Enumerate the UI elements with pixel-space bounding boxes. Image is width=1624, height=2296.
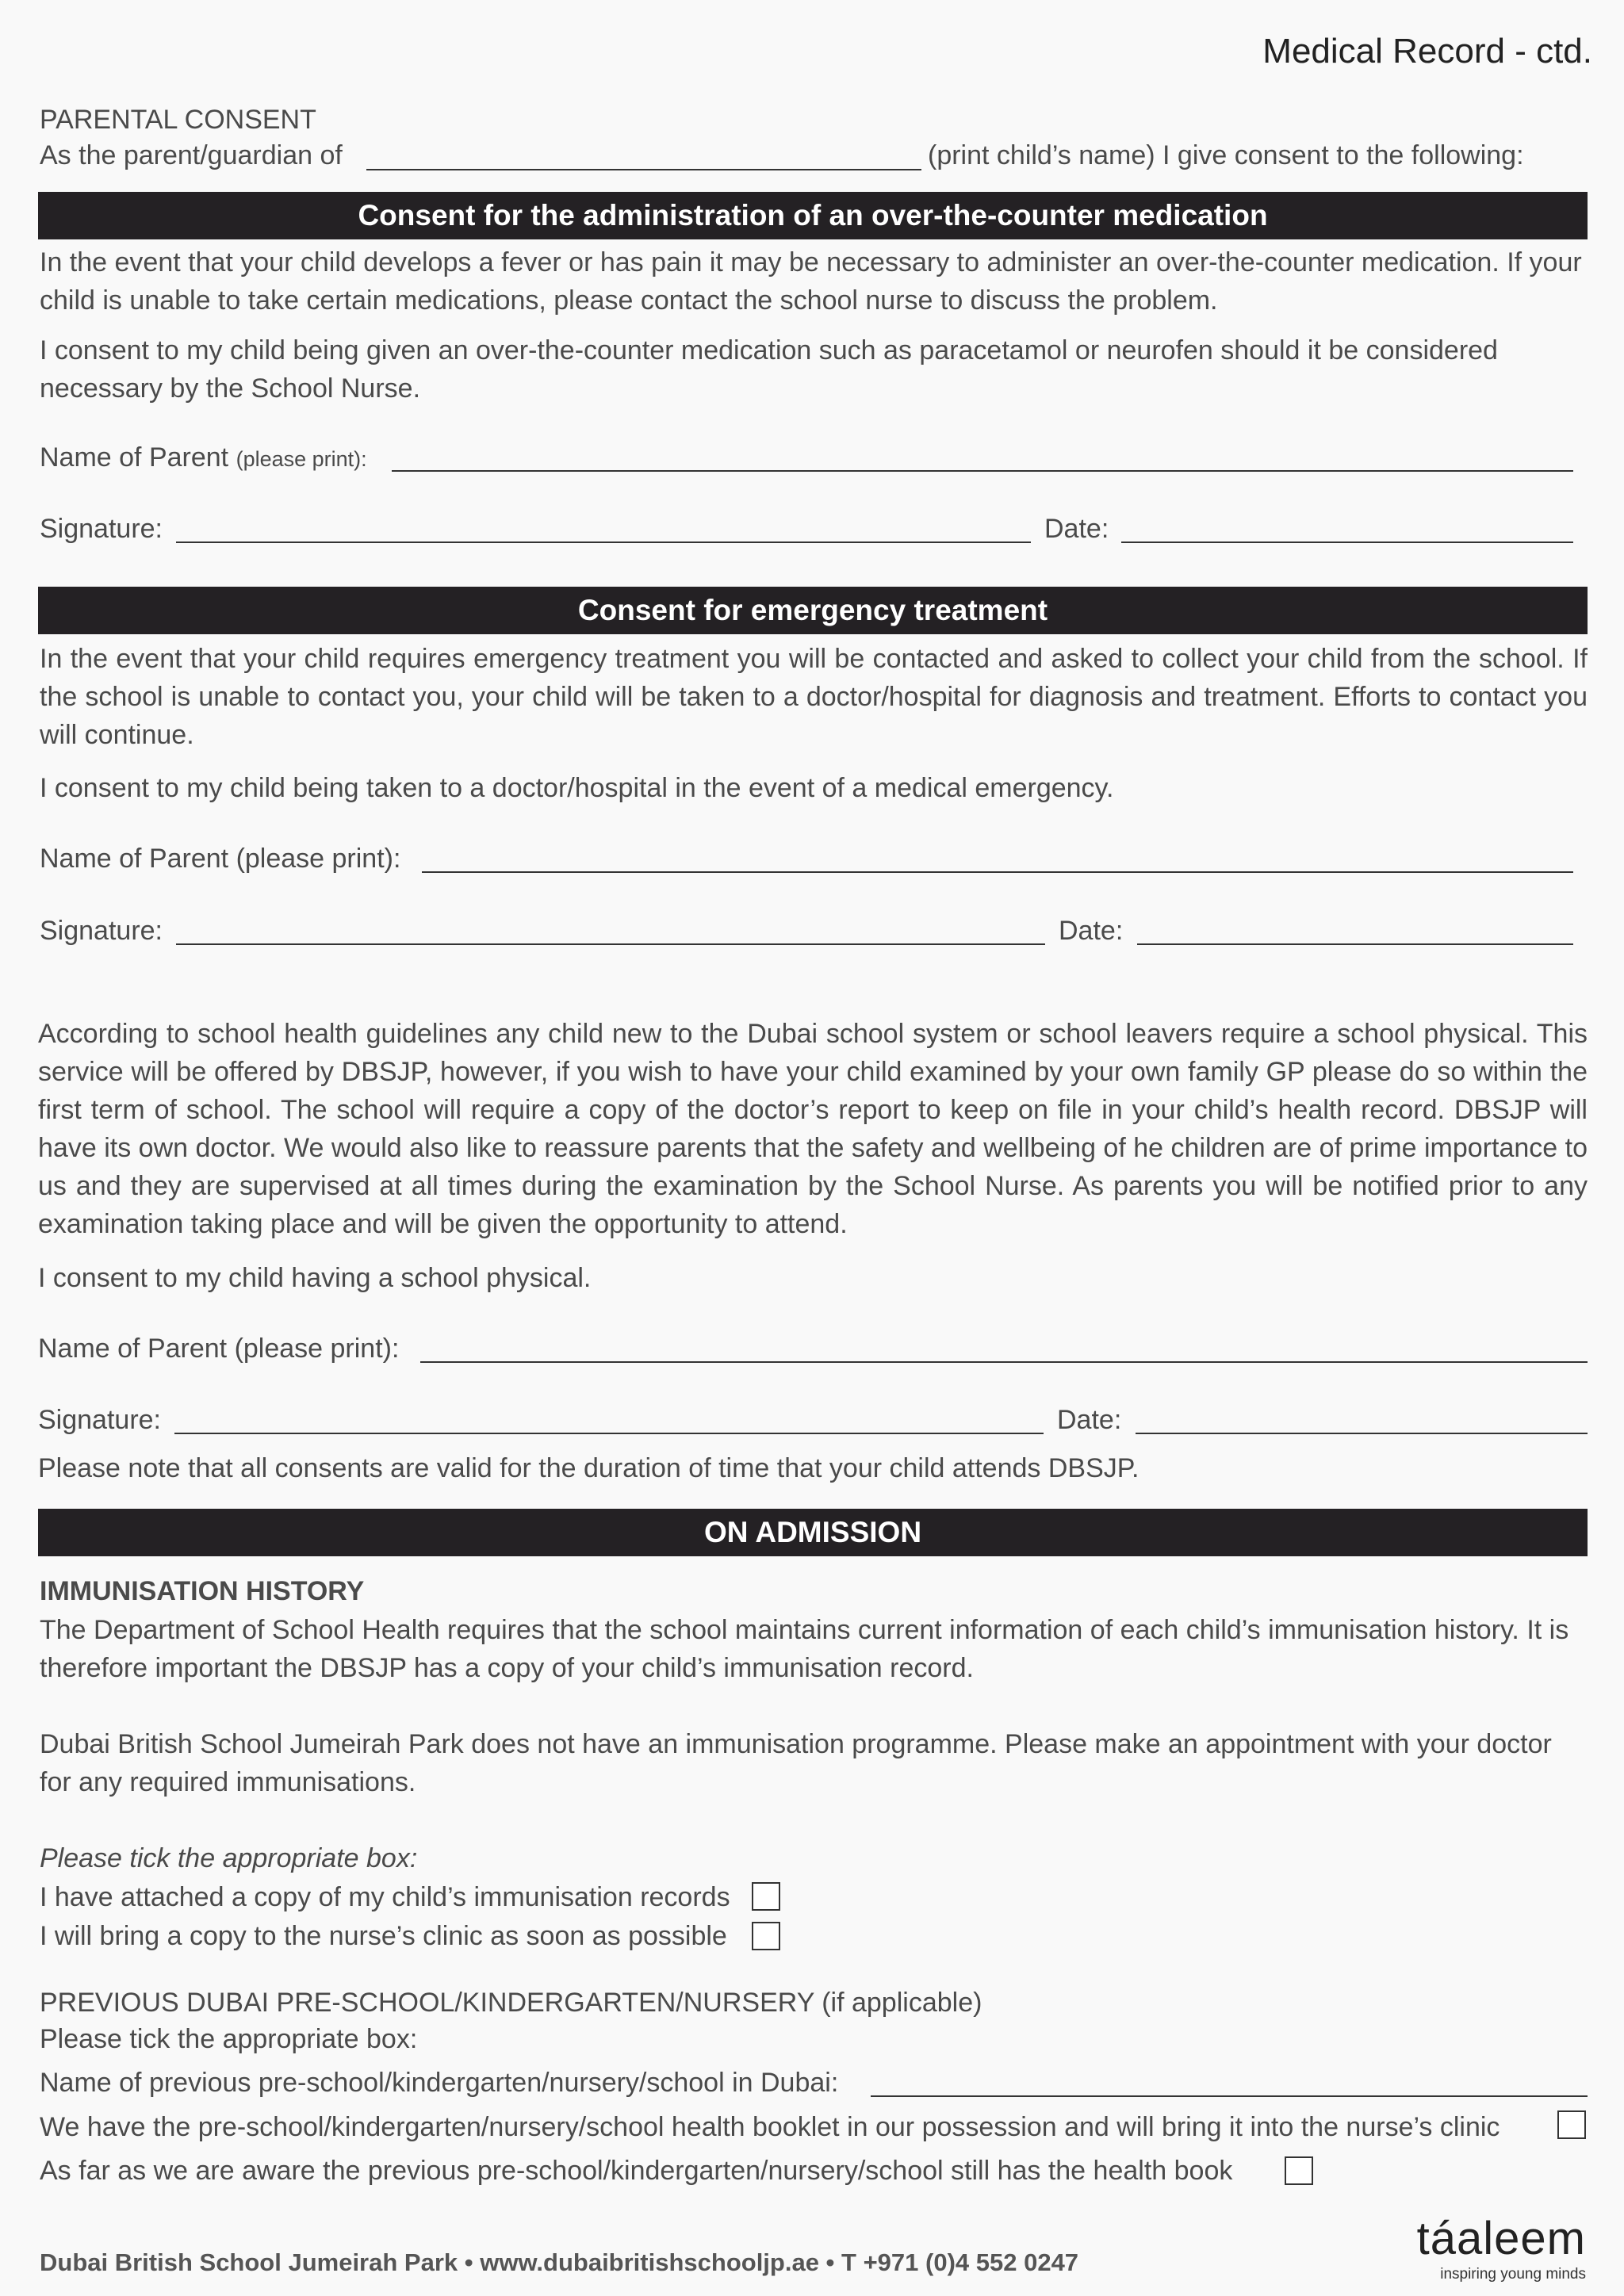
immunisation-heading: IMMUNISATION HISTORY <box>40 1576 365 1606</box>
physical-parent-name-field[interactable] <box>420 1361 1588 1363</box>
child-name-field[interactable] <box>366 169 921 170</box>
otc-signature-field[interactable] <box>176 541 1031 543</box>
previous-school-has-book-checkbox[interactable] <box>1285 2156 1313 2185</box>
physical-paragraph-2: I consent to my child having a school physical. <box>38 1263 592 1293</box>
emergency-parent-name-field[interactable] <box>422 871 1573 873</box>
emergency-signature-field[interactable] <box>176 943 1045 945</box>
immunisation-paragraph-1: The Department of School Health requires that the school maintains current information of each child’s immunisation history. It is therefore important the DBSJP has a copy of your child’s immunisation record. <box>40 1615 1569 1683</box>
otc-date-field[interactable] <box>1121 541 1573 543</box>
physical-signature-field[interactable] <box>174 1433 1044 1434</box>
immunisation-option-bring: I will bring a copy to the nurse’s clinic as soon as possible <box>40 1921 727 1951</box>
emergency-paragraph-1: In the event that your child requires emergency treatment you will be contacted and asked to collect your child from the school. If the school is unable to contact you, your child will be taken to a doctor/hospital for diagnosis and treatment. Efforts to contact you will continue. <box>40 644 1588 750</box>
otc-parent-name-field[interactable] <box>392 470 1573 472</box>
parental-intro-prefix: As the parent/guardian of <box>40 140 343 170</box>
consent-validity-note: Please note that all consents are valid for the duration of time that your child attends DBSJP. <box>38 1453 1139 1483</box>
footer-contact: Dubai British School Jumeirah Park • www.dubaibritishschooljp.ae • T +971 (0)4 552 0247 <box>40 2248 1079 2276</box>
otc-section-bar: Consent for the administration of an over-the-counter medication <box>38 192 1588 239</box>
previous-school-name-label: Name of previous pre-school/kindergarten/nursery/school in Dubai: <box>40 2068 839 2098</box>
parental-consent-heading: PARENTAL CONSENT <box>40 105 316 135</box>
otc-name-label-small: (please print): <box>236 447 367 471</box>
previous-school-option-booklet: We have the pre-school/kindergarten/nursery/school health booklet in our possession and will bring it into the nurse’s clinic <box>40 2112 1500 2142</box>
physical-signature-label: Signature: <box>38 1405 161 1435</box>
taaleem-logo: táaleem <box>1416 2213 1586 2264</box>
otc-name-label-text: Name of Parent <box>40 442 229 473</box>
previous-school-heading: PREVIOUS DUBAI PRE-SCHOOL/KINDERGARTEN/NURSERY (if applicable) <box>40 1988 982 2018</box>
parental-intro-suffix: (print child’s name) I give consent to the following: <box>928 140 1524 170</box>
admission-section-bar: ON ADMISSION <box>38 1509 1588 1556</box>
previous-school-tick-prompt: Please tick the appropriate box: <box>40 2024 418 2054</box>
immunisation-attached-checkbox[interactable] <box>752 1882 780 1911</box>
physical-paragraph-1: According to school health guidelines any child new to the Dubai school system or school leavers require a school physical. This service will be offered by DBSJP, however, if you wish to have your child examined by your own family GP please do so within the first term of school. The school will require a copy of the doctor’s report to keep on file in your child’s health record. DBSJP will have its own doctor. We would also like to reassure parents that the safety and wellbeing of he children are of prime importance to us and they are supervised at all times during the examination by the School Nurse. As parents you will be notified prior to any examination taking place and will be given the opportunity to attend. <box>38 1019 1588 1239</box>
physical-name-label: Name of Parent (please print): <box>38 1334 400 1364</box>
immunisation-paragraph-2: Dubai British School Jumeirah Park does not have an immunisation programme. Please make an appointment with your doctor for any required immunisations. <box>40 1729 1552 1797</box>
booklet-in-possession-checkbox[interactable] <box>1557 2110 1586 2139</box>
emergency-name-label: Name of Parent (please print): <box>40 844 401 874</box>
previous-school-option-still-has: As far as we are aware the previous pre-school/kindergarten/nursery/school still has the health book <box>40 2156 1233 2186</box>
emergency-date-field[interactable] <box>1137 943 1573 945</box>
otc-paragraph-1: In the event that your child develops a fever or has pain it may be necessary to administer an over-the-counter medication. If your child is unable to take certain medications, please contact the school nurse to discuss the problem. <box>40 247 1582 316</box>
emergency-date-label: Date: <box>1059 916 1124 946</box>
immunisation-option-attached: I have attached a copy of my child’s immunisation records <box>40 1882 730 1912</box>
otc-paragraph-2: I consent to my child being given an over-the-counter medication such as paracetamol or neurofen should it be considered necessary by the School Nurse. <box>40 335 1498 404</box>
otc-signature-label: Signature: <box>40 514 163 544</box>
emergency-paragraph-2: I consent to my child being taken to a doctor/hospital in the event of a medical emergency. <box>40 773 1114 803</box>
logo-tagline: inspiring young minds <box>1440 2266 1586 2283</box>
immunisation-bring-checkbox[interactable] <box>752 1922 780 1950</box>
otc-name-label <box>40 438 367 478</box>
tick-prompt: Please tick the appropriate box: <box>40 1843 418 1873</box>
emergency-section-bar: Consent for emergency treatment <box>38 587 1588 634</box>
page-title: Medical Record - ctd. <box>1262 32 1592 71</box>
physical-date-field[interactable] <box>1136 1433 1588 1434</box>
emergency-signature-label: Signature: <box>40 916 163 946</box>
otc-date-label: Date: <box>1044 514 1109 544</box>
physical-date-label: Date: <box>1057 1405 1122 1435</box>
previous-school-name-field[interactable] <box>871 2095 1588 2097</box>
